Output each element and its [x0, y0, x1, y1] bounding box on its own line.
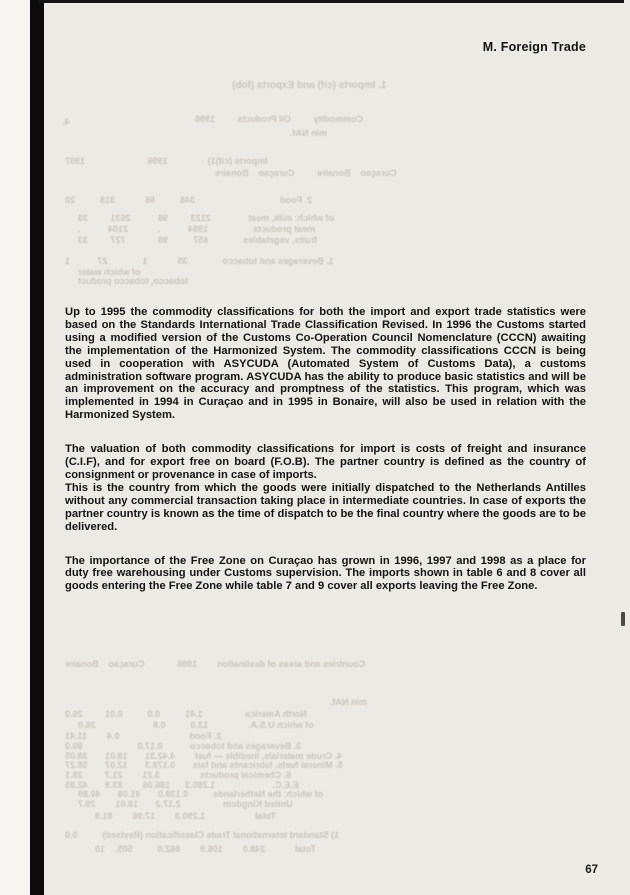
ghost-text-line: 2. Food 348 66 318 20 [65, 195, 313, 205]
scan-margin [0, 0, 30, 895]
ghost-text-line: of which: the Netherlands 0.138.0 41.08 40.89 [78, 789, 324, 799]
ghost-text-line: 3. Beverages and tobacco 0.17.0 80.0 [65, 741, 302, 751]
scan-top-edge-line [38, 0, 624, 3]
body-paragraph: The valuation of both commodity classifications for import is costs of freight and insurance (C.I.F), and for export free on board (F.O.B). The partner country is defined as the country of consignment or provenance in case of imports. [65, 443, 586, 481]
ghost-text-line: 1. Beverages and tobacco 35 1 27 1 [65, 256, 334, 266]
section-heading: M. Foreign Trade [482, 40, 586, 54]
page-number: 67 [585, 864, 598, 876]
ghost-text-line: Curaçao Bonaire Curaçao Bonaire [215, 168, 397, 178]
ghost-text-line: Countries and areas of destination 1996 Curaçao Bonaire [65, 659, 366, 669]
ghost-text-line: min NAf. [330, 697, 367, 707]
ghost-text-line: North America 1.41 0.0 0.01 26.0 [65, 709, 307, 719]
ghost-text-line: 4. [62, 117, 70, 127]
ghost-text-line: Total 248.0 106.9 862.0 505. 10 [95, 844, 316, 854]
ghost-text-line: 4. Crude materials, inedible — fuel 4.42.31 18.01 38.05 [65, 751, 343, 761]
ghost-text-line: of which water [78, 267, 141, 277]
scan-artifact [621, 612, 625, 626]
ghost-text-line: tobacco, tobacco product [78, 276, 189, 286]
ghost-text-line: meat products 1994 . 2104 . [78, 224, 316, 234]
ghost-text-line: 5. Mineral fuels, lubricants and fats 0.178.3 12.07 58.27 [65, 760, 343, 770]
ghost-text-line: min NAf. [290, 128, 327, 138]
ghost-text-line: Total 1.290.3 17.96 81.9 [95, 811, 276, 821]
ghost-text-line: Imports (cif)1) 1996 1997 [65, 156, 268, 166]
ghost-text-line: United Kingdom 2.17.2 18.01 28.7 [78, 799, 293, 809]
ghost-text-line: 1) Standard International Trade Classification (Revised) 0.0 [65, 830, 340, 840]
ghost-text-line: 2. Food 0.4 11.41 [65, 731, 222, 741]
body-paragraph: The importance of the Free Zone on Curaçao has grown in 1996, 1997 and 1998 as a place for duty free warehousing under Customs supervision. The imports shown in table 6 and 8 cover all goods entering the Free Zone while table 7 and 9 cover all exports leaving the Free Zone. [65, 554, 586, 593]
ghost-text-line: fruits, vegetables 657 98 727 33 [78, 235, 318, 245]
ghost-text-line: 1. Imports (cif) and Exports (fob) [232, 80, 387, 91]
ghost-text-line: of which: milk, meat 2123 98 2631 33 [78, 213, 335, 223]
body-paragraph: This is the country from which the goods were initially dispatched to the Netherlands Antilles without any commercial transaction taking place in intermediate countries. In case of exports the partner country is known as the time of dispatch to be the final country where the goods are to be delivered. [65, 481, 586, 533]
body-paragraph: Up to 1995 the commodity classifications for both the import and export trade statistics were based on the Standards International Trade Classification Revised. In 1996 the Customs started using a modified version of the Customs Co-Operation Council Nomenclature (CCCN) awaiting the implementation of the Harmonized System. The commodity classifications CCCN is being used in cooperation with ASYCUDA (Automated System of Customs Data), a customs administration software program. ASYCUDA has the ability to produce basic statistics and will be an improvement on the accuracy and promptness of the statistics. This program, which was implemented in 1994 in Curaçao and in 1995 in Bonaire, will also be used in relation with the Harmonized System. [65, 306, 586, 422]
ghost-text-line: 6. Chemical products 3.21 21.7 28.1 [65, 770, 292, 780]
ghost-text-line: of which U.S.A. 13.0 0.8 26.0 [78, 720, 314, 730]
binding-edge-bar [30, 0, 44, 895]
body-text-block [65, 306, 586, 593]
ghost-text-line: E.E.C. 1.280.3 186.06 83.9 42.85 [65, 780, 299, 790]
ghost-text-line: Commodity Oil Products 1996 [195, 114, 364, 124]
